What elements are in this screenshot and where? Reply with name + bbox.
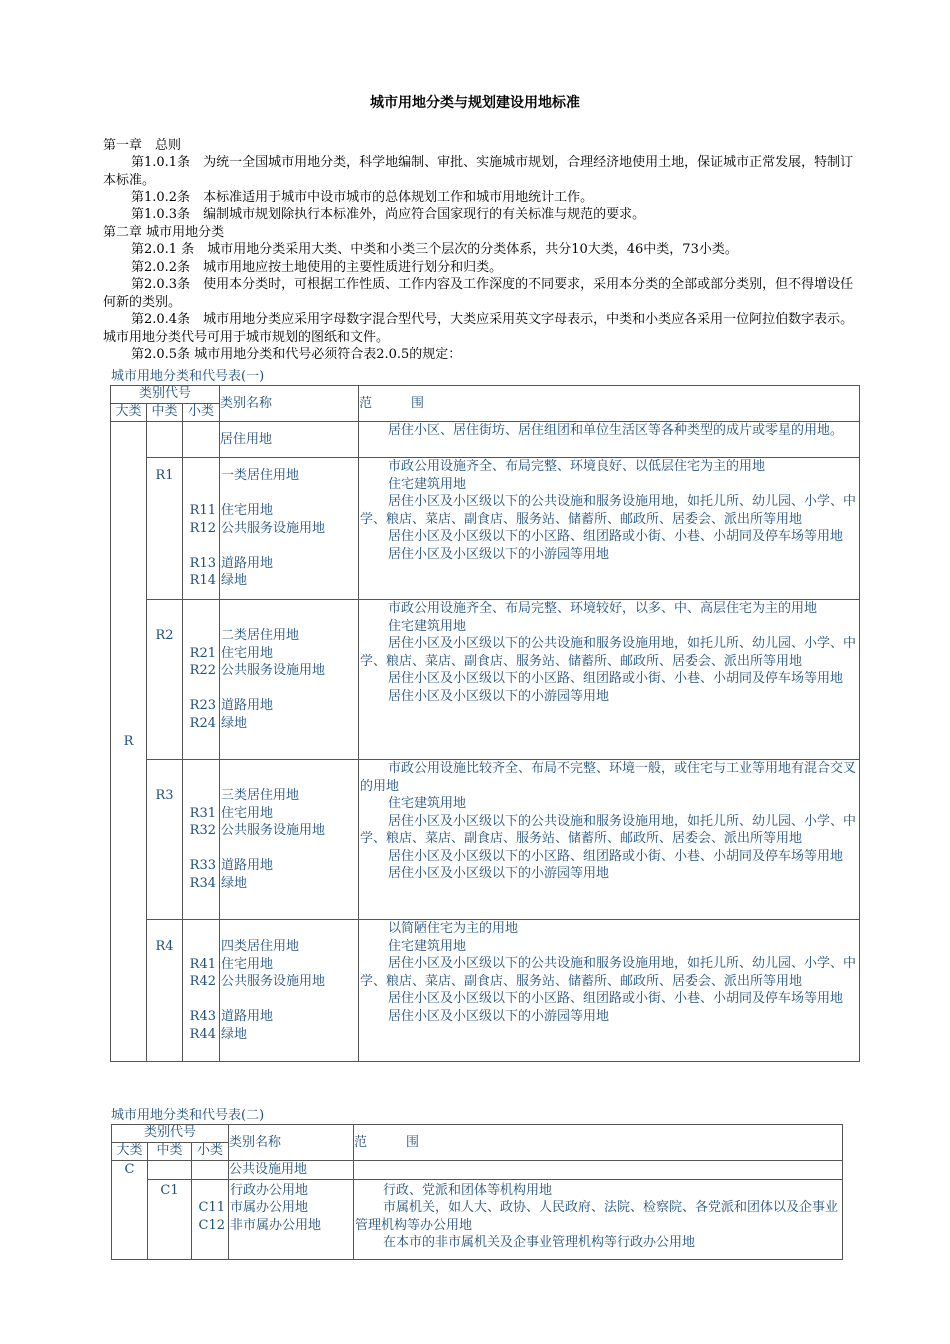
medium-code: C1 (148, 1179, 192, 1259)
article-1-0-1: 第1.0.1条 为统一全国城市用地分类，科学地编制、审批、实施城市规划，合理经济地使用土地，保证城市正常发展，特制订本标准。 (103, 155, 854, 188)
article-2-0-5: 第2.0.5条 城市用地分类和代号必须符合表2.0.5的规定： (131, 347, 462, 362)
header-minor: 小类 (183, 404, 220, 422)
header-major: 大类 (111, 404, 147, 422)
land-use-table-2 (111, 1124, 843, 1260)
medium-code: R3 (147, 760, 183, 920)
article-2-0-3: 第2.0.3条 使用本分类时，可根据工作性质、工作内容及工作深度的不同要求，采用本分类的全部或部分类别，但不得增设任何新的类别。 (103, 277, 854, 310)
category-range: 市政公用设施齐全、布局完整、环境较好，以多、中、高层住宅为主的用地 住宅建筑用地 居住小区及小区级以下的公共设施和服务设施用地，如托儿所、幼儿园、小学、中学、粮店、菜店、副食店、服务站、储蓄所、邮政所、居委会、派出所等用地 居住小区及小区级以下的小区路、组团路或小街、小巷、小胡同及停车场等用地 居住小区及小区级以下的小游园等用地 (359, 600, 860, 760)
article-2-0-1: 第2.0.1 条 城市用地分类采用大类、中类和小类三个层次的分类体系，共分10大类，46中类，73小类。 (131, 242, 738, 257)
category-range: 市政公用设施齐全、布局完整、环境良好、以低层住宅为主的用地 住宅建筑用地 居住小区及小区级以下的公共设施和服务设施用地，如托儿所、幼儿园、小学、中学、粮店、菜店、副食店、服务站、储蓄所、邮政所、居委会、派出所等用地 居住小区及小区级以下的小区路、组团路或小街、小巷、小胡同及停车场等用地 居住小区及小区级以下的小游园等用地 (359, 458, 860, 600)
table-row (111, 422, 860, 458)
category-names: 二类居住用地 住宅用地 公共服务设施用地 道路用地 绿地 (220, 600, 359, 760)
minor-codes: R21 R22 R23 R24 (183, 600, 220, 760)
table-row (111, 920, 860, 1062)
medium-code: R1 (147, 458, 183, 600)
category-range: 居住小区、居住街坊、居住组团和单位生活区等各种类型的成片或零星的用地。 (359, 422, 860, 458)
category-range: 市政公用设施比较齐全、布局不完整、环境一般，或住宅与工业等用地有混合交叉的用地 住宅建筑用地 居住小区及小区级以下的公共设施和服务设施用地，如托儿所、幼儿园、小学、中学、粮店、菜店、副食店、服务站、储蓄所、邮政所、居委会、派出所等用地 居住小区及小区级以下的小区路、组团路或小街、小巷、小胡同及停车场等用地 居住小区及小区级以下的小游园等用地 (359, 760, 860, 920)
medium-code: R2 (147, 600, 183, 760)
table-row (111, 600, 860, 760)
header-minor: 小类 (192, 1143, 229, 1161)
category-names: 一类居住用地 住宅用地 公共服务设施用地 道路用地 绿地 (220, 458, 359, 600)
table-row (112, 1161, 843, 1180)
article-1-0-2: 第1.0.2条 本标准适用于城市中设市城市的总体规划工作和城市用地统计工作。 (131, 190, 594, 205)
category-name: 公共设施用地 (229, 1161, 354, 1180)
header-range: 范 围 (359, 386, 860, 422)
major-code-r: R (111, 422, 147, 1062)
article-2-0-2: 第2.0.2条 城市用地应按土地使用的主要性质进行划分和归类。 (131, 260, 503, 275)
header-medium: 中类 (148, 1143, 192, 1161)
chapter2-heading: 第二章 城市用地分类 (103, 225, 225, 240)
category-name: 居住用地 (220, 422, 359, 458)
minor-codes: R31 R32 R33 R34 (183, 760, 220, 920)
header-category-name: 类别名称 (220, 386, 359, 422)
category-range: 以简陋住宅为主的用地 住宅建筑用地 居住小区及小区级以下的公共设施和服务设施用地，如托儿所、幼儿园、小学、中学、粮店、菜店、副食店、服务站、储蓄所、邮政所、居委会、派出所等用地 居住小区及小区级以下的小区路、组团路或小街、小巷、小胡同及停车场等用地 居住小区及小区级以下的小游园等用地 (359, 920, 860, 1062)
table-row (112, 1179, 843, 1259)
category-names: 行政办公用地 市属办公用地 非市属办公用地 (229, 1179, 354, 1259)
category-names: 三类居住用地 住宅用地 公共服务设施用地 道路用地 绿地 (220, 760, 359, 920)
minor-codes: R41 R42 R43 R44 (183, 920, 220, 1062)
table-row (111, 458, 860, 600)
medium-code: R4 (147, 920, 183, 1062)
table1-caption: 城市用地分类和代号表(一) (111, 369, 265, 384)
minor-codes: C11 C12 (192, 1179, 229, 1259)
header-range: 范 围 (354, 1125, 843, 1161)
header-category-code: 类别代号 (112, 1125, 229, 1143)
category-range: 行政、党派和团体等机构用地 市属机关，如人大、政协、人民政府、法院、检察院、各党派和团体以及企事业管理机构等办公用地 在本市的非市属机关及企事业管理机构等行政办公用地 (354, 1179, 843, 1259)
table-row (111, 760, 860, 920)
major-code-c: C (112, 1161, 148, 1260)
minor-codes: R11 R12 R13 R14 (183, 458, 220, 600)
land-use-table-1 (110, 385, 860, 1062)
page-title: 城市用地分类与规划建设用地标准 (370, 95, 580, 111)
article-2-0-4: 第2.0.4条 城市用地分类应采用字母数字混合型代号，大类应采用英文字母表示，中类和小类应各采用一位阿拉伯数字表示。城市用地分类代号可用于城市规划的图纸和文件。 (103, 312, 854, 345)
header-category-name: 类别名称 (229, 1125, 354, 1161)
chapter1-heading: 第一章 总则 (103, 138, 182, 153)
article-1-0-3: 第1.0.3条 编制城市规划除执行本标准外，尚应符合国家现行的有关标准与规范的要求。 (131, 207, 646, 222)
table2-caption: 城市用地分类和代号表(二) (111, 1108, 265, 1123)
header-category-code: 类别代号 (111, 386, 220, 404)
header-medium: 中类 (147, 404, 183, 422)
header-major: 大类 (112, 1143, 148, 1161)
category-names: 四类居住用地 住宅用地 公共服务设施用地 道路用地 绿地 (220, 920, 359, 1062)
